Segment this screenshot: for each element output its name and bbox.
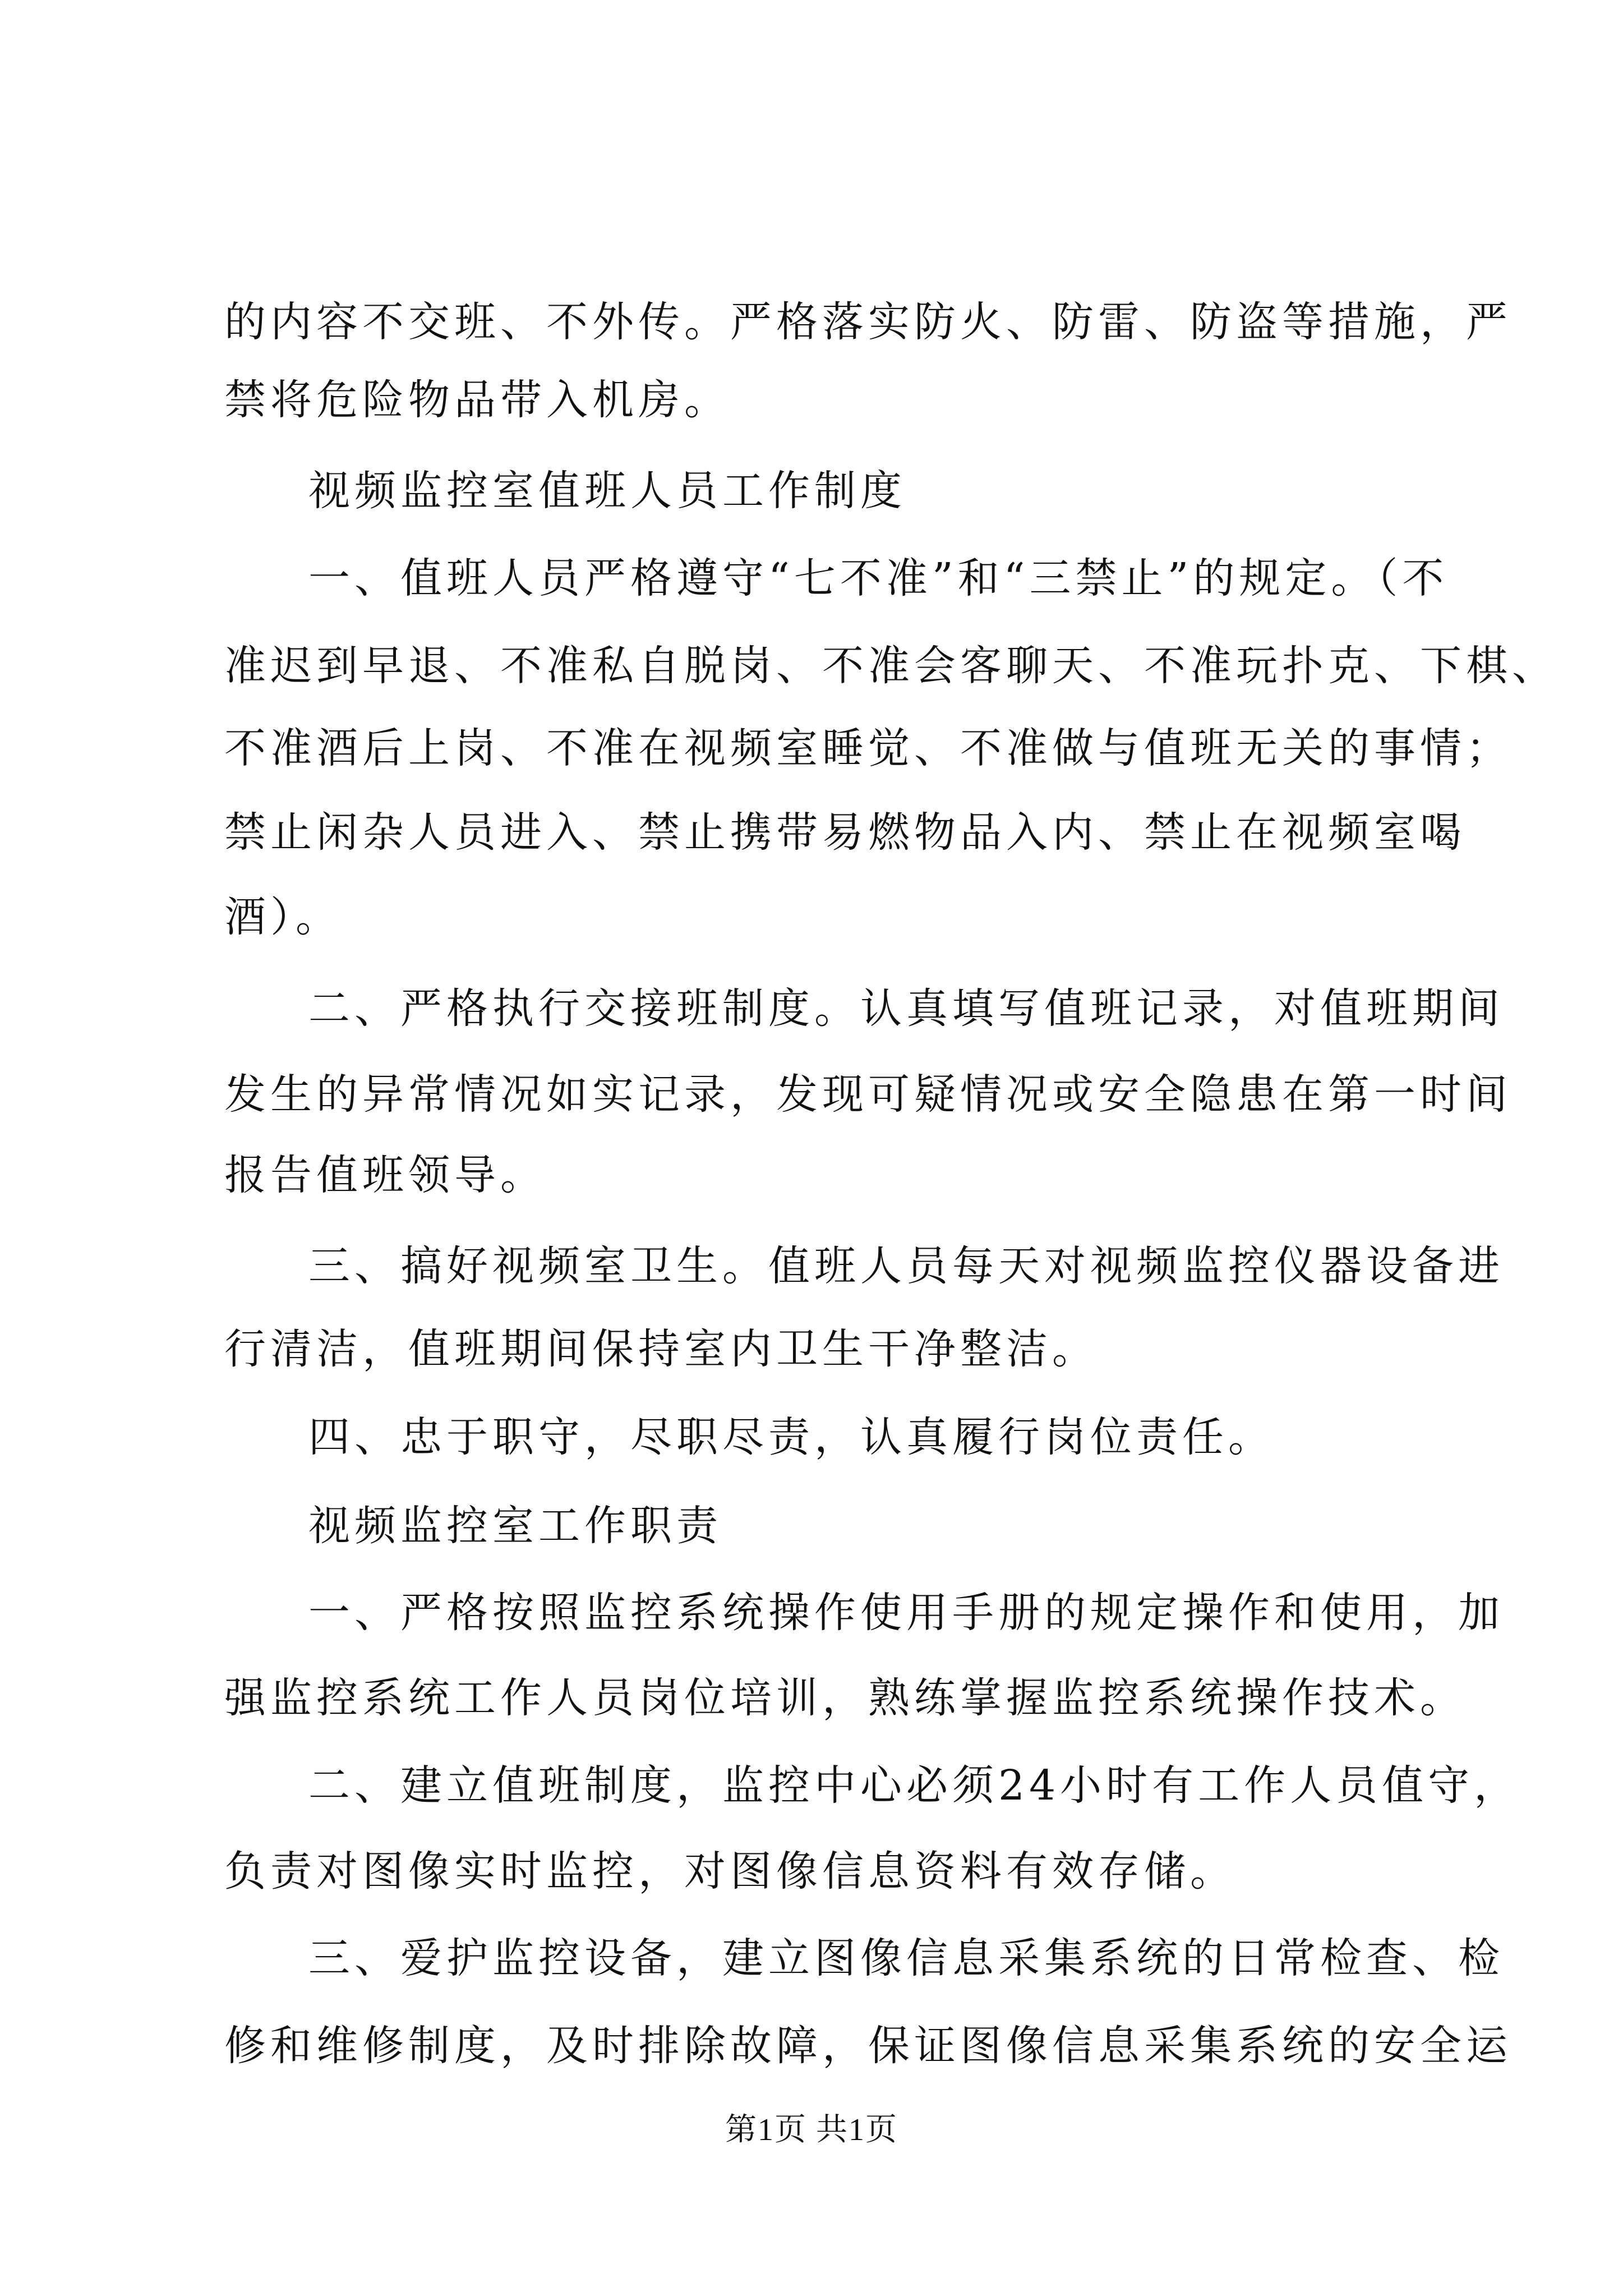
text-line: 二、严格执行交接班制度。认真填写值班记录，对值班期间 (308, 984, 1504, 1033)
text-line: 发生的异常情况如实记录，发现可疑情况或安全隐患在第一时间 (224, 1070, 1512, 1119)
page-footer: 第1页 共1页 (725, 2113, 898, 2147)
text-line: 一、严格按照监控系统操作使用手册的规定操作和使用，加 (308, 1589, 1504, 1637)
text-line: 行清洁，值班期间保持室内卫生干净整洁。 (224, 1325, 1098, 1373)
text-line: 负责对图像实时监控，对图像信息资料有效存储。 (224, 1847, 1236, 1895)
section-heading: 视频监控室工作职责 (308, 1502, 722, 1550)
text-line: 三、搞好视频室卫生。值班人员每天对视频监控仪器设备进 (308, 1242, 1504, 1290)
text-line: 酒）。 (224, 893, 342, 941)
text-line: 不准酒后上岗、不准在视频室睡觉、不准做与值班无关的事情； (224, 724, 1512, 772)
text-line: 三、爱护监控设备，建立图像信息采集系统的日常检查、检 (308, 1934, 1504, 1982)
text-line: 强监控系统工作人员岗位培训，熟练掌握监控系统操作技术。 (224, 1674, 1466, 1722)
text-line: 报告值班领导。 (224, 1151, 546, 1199)
text-line: 修和维修制度，及时排除故障，保证图像信息采集系统的安全运 (224, 2022, 1512, 2070)
text-line: 二、建立值班制度，监控中心必须24小时有工作人员值守， (308, 1761, 1520, 1810)
text-line: 四、忠于职守，尽职尽责，认真履行岗位责任。 (308, 1413, 1274, 1461)
text-line: 准迟到早退、不准私自脱岗、不准会客聊天、不准玩扑克、下棋、 (224, 642, 1558, 690)
text-line: 一、值班人员严格遵守“七不准”和“三禁止”的规定。（不 (308, 554, 1449, 602)
text-line: 的内容不交班、不外传。严格落实防火、防雷、防盗等措施，严 (224, 298, 1512, 346)
text-line: 禁将危险物品带入机房。 (224, 376, 730, 424)
section-heading: 视频监控室值班人员工作制度 (308, 467, 906, 515)
text-line: 禁止闲杂人员进入、禁止携带易燃物品入内、禁止在视频室喝 (224, 808, 1466, 857)
